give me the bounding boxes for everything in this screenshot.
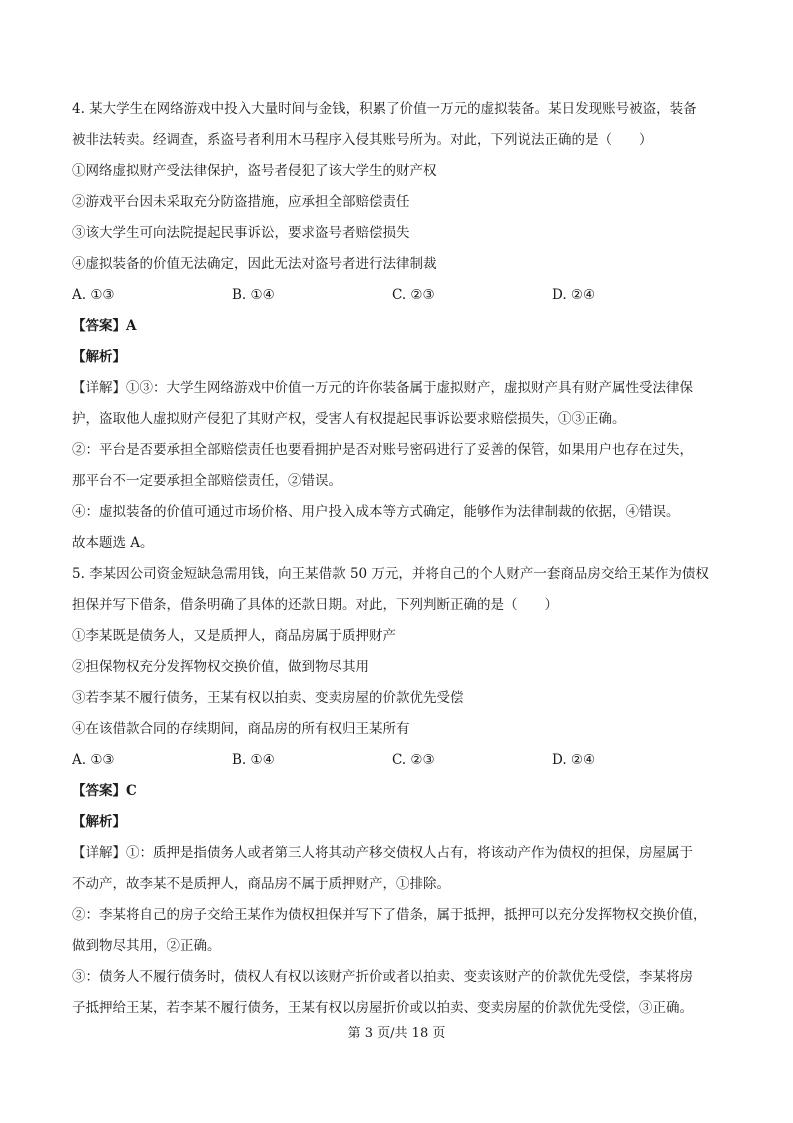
q5-detail-line: 不动产，故李某不是质押人，商品房不属于质押财产，①排除。 [72, 876, 450, 892]
q5-detail-line: ③：债务人不履行债务时，债权人有权以该财产折价或者以拍卖、变卖该财产的价款优先受偿，李某将房 [72, 969, 693, 985]
q4-item: ①网络虚拟财产受法律保护，盗号者侵犯了该大学生的财产权 [72, 163, 437, 179]
option-a: A. ①③ [72, 752, 115, 768]
q4-item: ②游戏平台因未采取充分防盗措施，应承担全部赔偿责任 [72, 194, 410, 210]
q5-analysis-label: 【解析】 [72, 814, 126, 830]
option-b: B. ①④ [232, 287, 275, 303]
q5-item: ②担保物权充分发挥物权交换价值，做到物尽其用 [72, 659, 369, 675]
q4-stem-line: 4. 某大学生在网络游戏中投入大量时间与金钱，积累了价值一万元的虚拟装备。某日发现账号被盗，装备 [72, 101, 697, 117]
q4-stem-line: 被非法转卖。经调查，系盗号者利用木马程序入侵其账号所为。对此，下列说法正确的是（ ） [72, 132, 653, 148]
page-content [72, 94, 732, 1024]
q4-options [72, 280, 732, 311]
q5-detail-line: 子抵押给王某，若李某不履行债务，王某有权以房屋折价或以拍卖、变卖房屋的价款优先受偿，③正确。 [72, 1000, 693, 1016]
q4-detail-line: 【详解】①③：大学生网络游戏中价值一万元的许你装备属于虚拟财产，虚拟财产具有财产属性受法律保 [72, 380, 693, 396]
q4-detail-line: ②：平台是否要承担全部赔偿责任也要看拥护是否对账号密码进行了妥善的保管，如果用户也存在过失， [72, 442, 693, 458]
q4-conclusion: 故本题选 A。 [72, 535, 154, 551]
option-d: D. ②④ [552, 287, 596, 303]
q5-item: ③若李某不履行债务，王某有权以拍卖、变卖房屋的价款优先受偿 [72, 690, 464, 706]
q5-options [72, 745, 732, 776]
option-b: B. ①④ [232, 752, 275, 768]
q4-item: ③该大学生可向法院提起民事诉讼，要求盗号者赔偿损失 [72, 225, 410, 241]
q5-answer: 【答案】C [72, 783, 137, 799]
option-c: C. ②③ [392, 752, 435, 768]
q5-item: ①李某既是债务人，又是质押人，商品房属于质押财产 [72, 628, 396, 644]
q4-detail-line: 护，盗取他人虚拟财产侵犯了其财产权，受害人有权提起民事诉讼要求赔偿损失，①③正确。 [72, 411, 626, 427]
q5-detail-line: 做到物尽其用，②正确。 [72, 938, 221, 954]
q4-item: ④虚拟装备的价值无法确定，因此无法对盗号者进行法律制裁 [72, 256, 437, 272]
q5-stem-line: 担保并写下借条，借条明确了具体的还款日期。对此，下列判断正确的是（ ） [72, 597, 558, 613]
q5-item: ④在该借款合同的存续期间，商品房的所有权归王某所有 [72, 721, 410, 737]
q5-stem-line: 5. 李某因公司资金短缺急需用钱，向王某借款 50 万元，并将自己的个人财产一套商品房交给王某作为债权 [72, 566, 709, 582]
option-a: A. ①③ [72, 287, 115, 303]
option-d: D. ②④ [552, 752, 596, 768]
q4-analysis-label: 【解析】 [72, 349, 126, 365]
option-c: C. ②③ [392, 287, 435, 303]
q4-detail-line: 那平台不一定要承担全部赔偿责任，②错误。 [72, 473, 342, 489]
page-number: 第 3 页/共 18 页 [347, 1026, 446, 1041]
q5-detail-line: 【详解】①：质押是指债务人或者第三人将其动产移交债权人占有，将该动产作为债权的担保，房屋属于 [72, 845, 693, 861]
q5-detail-line: ②：李某将自己的房子交给王某作为债权担保并写下了借条，属于抵押，抵押可以充分发挥物权交换价值， [72, 907, 707, 923]
q4-detail-line: ④：虚拟装备的价值可通过市场价格、用户投入成本等方式确定，能够作为法律制裁的依据，④错误。 [72, 504, 680, 520]
q4-answer: 【答案】A [72, 318, 137, 334]
